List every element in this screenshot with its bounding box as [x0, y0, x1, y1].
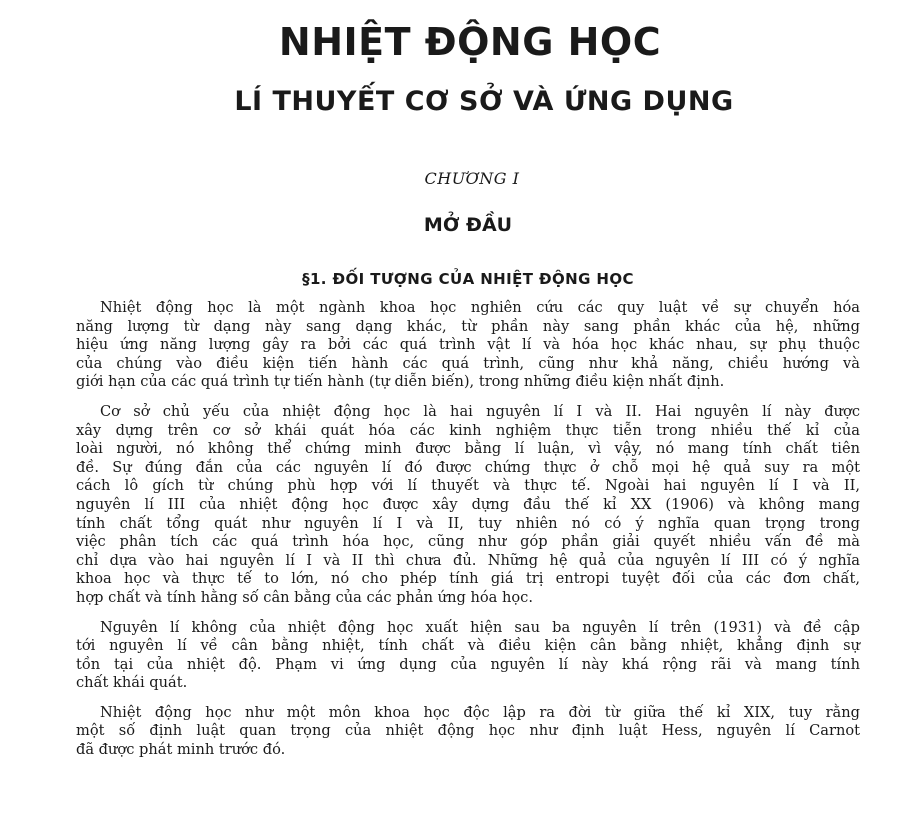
paragraph-2 [76, 403, 860, 608]
chapter-label: CHƯƠNG I [424, 169, 520, 188]
book-title: NHIỆT ĐỘNG HỌC [278, 20, 662, 64]
text-line: cách lô gích từ chúng phù hợp với lí thuyết và thực tế. Ngoài hai nguyên lí I và II, [76, 477, 860, 495]
text-line: việc phân tích các quá trình hóa học, cũng như góp phần giải quyết nhiều vấn đề mà [76, 533, 860, 551]
text-line: khoa học và thực tế to lớn, nó cho phép tính giá trị entropi tuyệt đối của các đơn chất, [76, 570, 860, 588]
text-line: hiệu ứng năng lượng gây ra bởi các quá trình vật lí và hóa học khác nhau, sự phụ thuộc [76, 336, 860, 354]
text-line: đã được phát minh trước đó. [76, 741, 286, 759]
text-line: đề. Sự đúng đắn của các nguyên lí đó được chứng thực ở chỗ mọi hệ quả suy ra một [76, 458, 860, 476]
text-line: giới hạn của các quá trình tự tiến hành (tự diễn biến), trong những điều kiện nhất định. [76, 373, 725, 391]
text-line: chỉ dựa vào hai nguyên lí I và II thì chưa đủ. Những hệ quả của nguyên lí III có ý nghĩa [76, 551, 860, 569]
body-text [76, 299, 860, 771]
text-line: hợp chất và tính hằng số cân bằng của các phản ứng hóa học. [76, 588, 533, 606]
text-line: xây dựng trên cơ sở khái quát hóa các kinh nghiệm thực tiễn trong nhiều thế kỉ của [76, 421, 860, 439]
book-subtitle: LÍ THUYẾT CƠ SỞ VÀ ỨNG DỤNG [234, 86, 734, 117]
text-line: Nguyên lí không của nhiệt động học xuất hiện sau ba nguyên lí trên (1931) và đề cập [100, 618, 860, 636]
paragraph-4 [76, 704, 860, 760]
text-line: chất khái quát. [76, 674, 188, 692]
text-line: tồn tại của nhiệt độ. Phạm vi ứng dụng của nguyên lí này khá rộng rãi và mang tính [76, 655, 860, 673]
text-line: năng lượng từ dạng này sang dạng khác, từ phần này sang phần khác của hệ, những [76, 317, 860, 335]
text-line: tính chất tổng quát như nguyên lí I và II, tuy nhiên nó có ý nghĩa quan trọng trong [76, 514, 860, 532]
text-line: của chúng vào điều kiện tiến hành các quá trình, cũng như khả năng, chiều hướng và [76, 354, 860, 372]
text-line: Nhiệt động học như một môn khoa học độc lập ra đời từ giữa thế kỉ XIX, tuy rằng [100, 703, 860, 721]
text-line: một số định luật quan trọng của nhiệt động học như định luật Hess, nguyên lí Carnot [76, 722, 860, 740]
text-line: Cơ sở chủ yếu của nhiệt động học là hai nguyên lí I và II. Hai nguyên lí này được [100, 402, 860, 420]
paragraph-3 [76, 619, 860, 693]
paragraph-1 [76, 299, 860, 392]
text-line: nguyên lí III của nhiệt động học được xây dựng đầu thế kỉ XX (1906) và không mang [76, 495, 860, 513]
text-line: Nhiệt động học là một ngành khoa học nghiên cứu các quy luật về sự chuyển hóa [100, 299, 860, 316]
text-line: loài người, nó không thể chứng minh được bằng lí luận, vì vậy, nó mang tính chất tiên [76, 440, 860, 458]
section-title: §1. ĐỐI TƯỢNG CỦA NHIỆT ĐỘNG HỌC [302, 270, 634, 288]
text-line: tới nguyên lí về cân bằng nhiệt, tính chất và điều kiện cân bằng nhiệt, khẳng định sự [76, 637, 860, 655]
chapter-title: MỞ ĐẦU [423, 214, 513, 236]
